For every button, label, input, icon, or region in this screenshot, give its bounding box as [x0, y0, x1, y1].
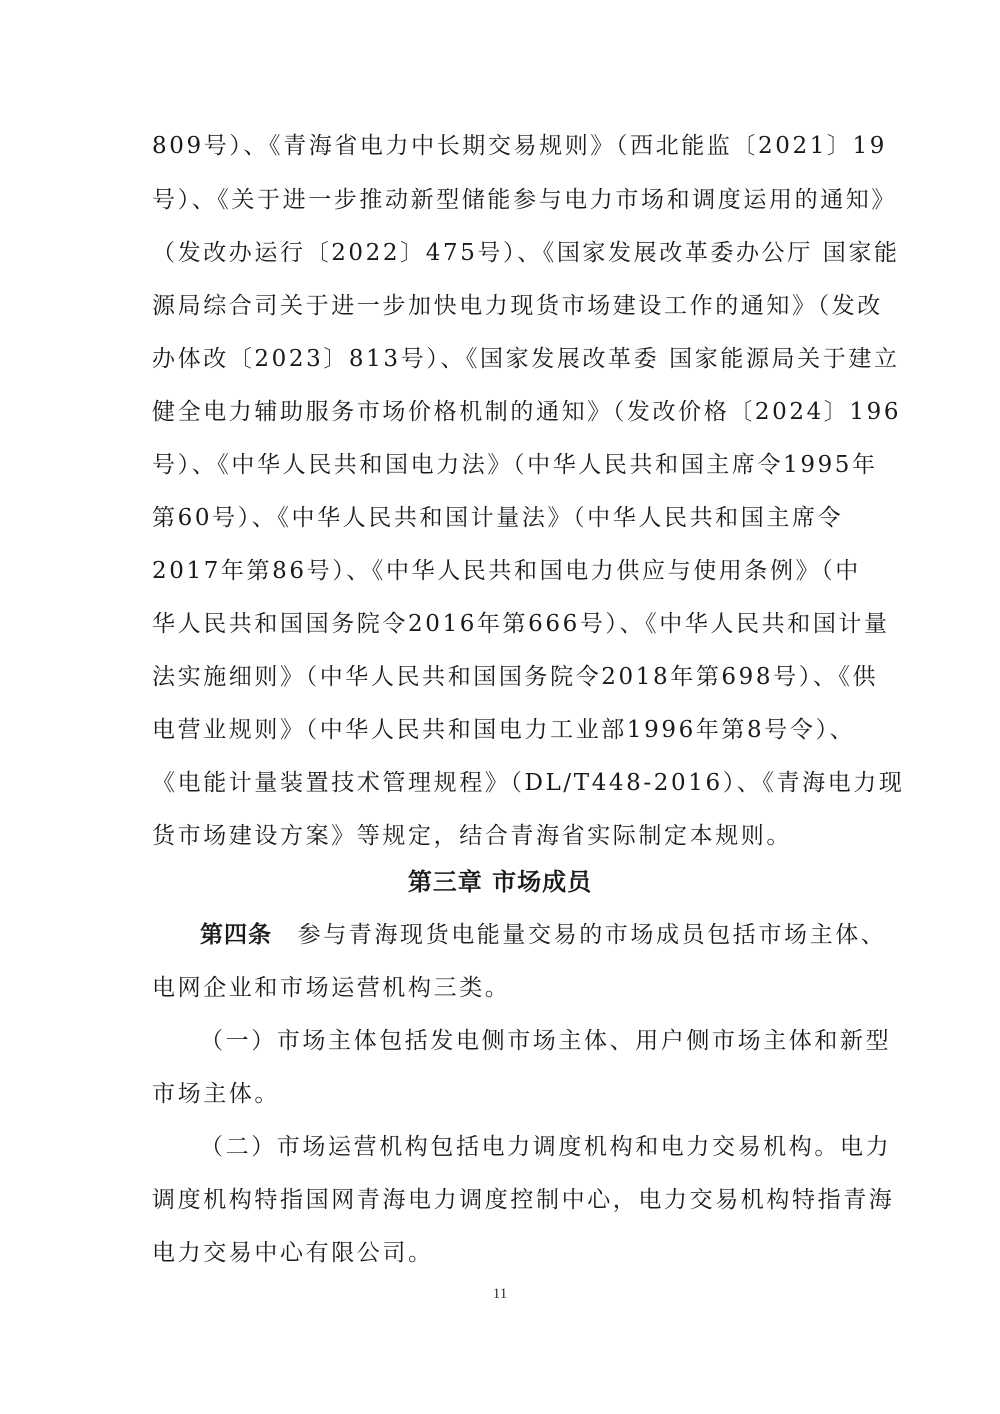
article-continuation: 电网企业和市场运营机构三类。: [152, 975, 511, 1001]
body-line: （发改办运行〔2022〕475号）、《国家发展改革委办公厅 国家能: [152, 240, 900, 266]
page-number: 11: [492, 1286, 508, 1302]
body-line: 2017年第86号）、《中华人民共和国电力供应与使用条例》（中: [152, 558, 861, 584]
body-line: 号）、《中华人民共和国电力法》（中华人民共和国主席令1995年: [152, 452, 878, 478]
body-line: 809号）、《青海省电力中长期交易规则》（西北能监〔2021〕19: [152, 133, 887, 159]
article-text: 参与青海现货电能量交易的市场成员包括市场主体、: [272, 922, 887, 948]
chapter-heading: 第三章 市场成员: [407, 868, 593, 896]
item-line: （一）市场主体包括发电侧市场主体、用户侧市场主体和新型: [200, 1028, 892, 1054]
body-line: 号）、《关于进一步推动新型储能参与电力市场和调度运用的通知》: [152, 187, 897, 213]
body-line: 源局综合司关于进一步加快电力现货市场建设工作的通知》（发改: [152, 293, 883, 319]
item-line: 市场主体。: [152, 1081, 280, 1107]
body-line: 健全电力辅助服务市场价格机制的通知》（发改价格〔2024〕196: [152, 399, 902, 425]
body-line: 电营业规则》（中华人民共和国电力工业部1996年第8号令）、: [152, 717, 856, 743]
body-line: 办体改〔2023〕813号）、《国家发展改革委 国家能源局关于建立: [152, 346, 900, 372]
body-line: 法实施细则》（中华人民共和国国务院令2018年第698号）、《供: [152, 664, 879, 690]
article-line: [200, 919, 887, 951]
body-line: 《电能计量装置技术管理规程》（DL/T448-2016）、《青海电力现: [152, 770, 905, 796]
body-line: 货市场建设方案》等规定，结合青海省实际制定本规则。: [152, 823, 792, 849]
item-line: 调度机构特指国网青海电力调度控制中心，电力交易机构特指青海: [152, 1187, 895, 1213]
body-line: 华人民共和国国务院令2016年第666号）、《中华人民共和国计量: [152, 611, 890, 637]
item-line: （二）市场运营机构包括电力调度机构和电力交易机构。电力: [200, 1134, 892, 1160]
article-label: 第四条: [200, 922, 272, 948]
item-line: 电力交易中心有限公司。: [152, 1240, 434, 1266]
body-line: 第60号）、《中华人民共和国计量法》（中华人民共和国主席令: [152, 505, 844, 531]
